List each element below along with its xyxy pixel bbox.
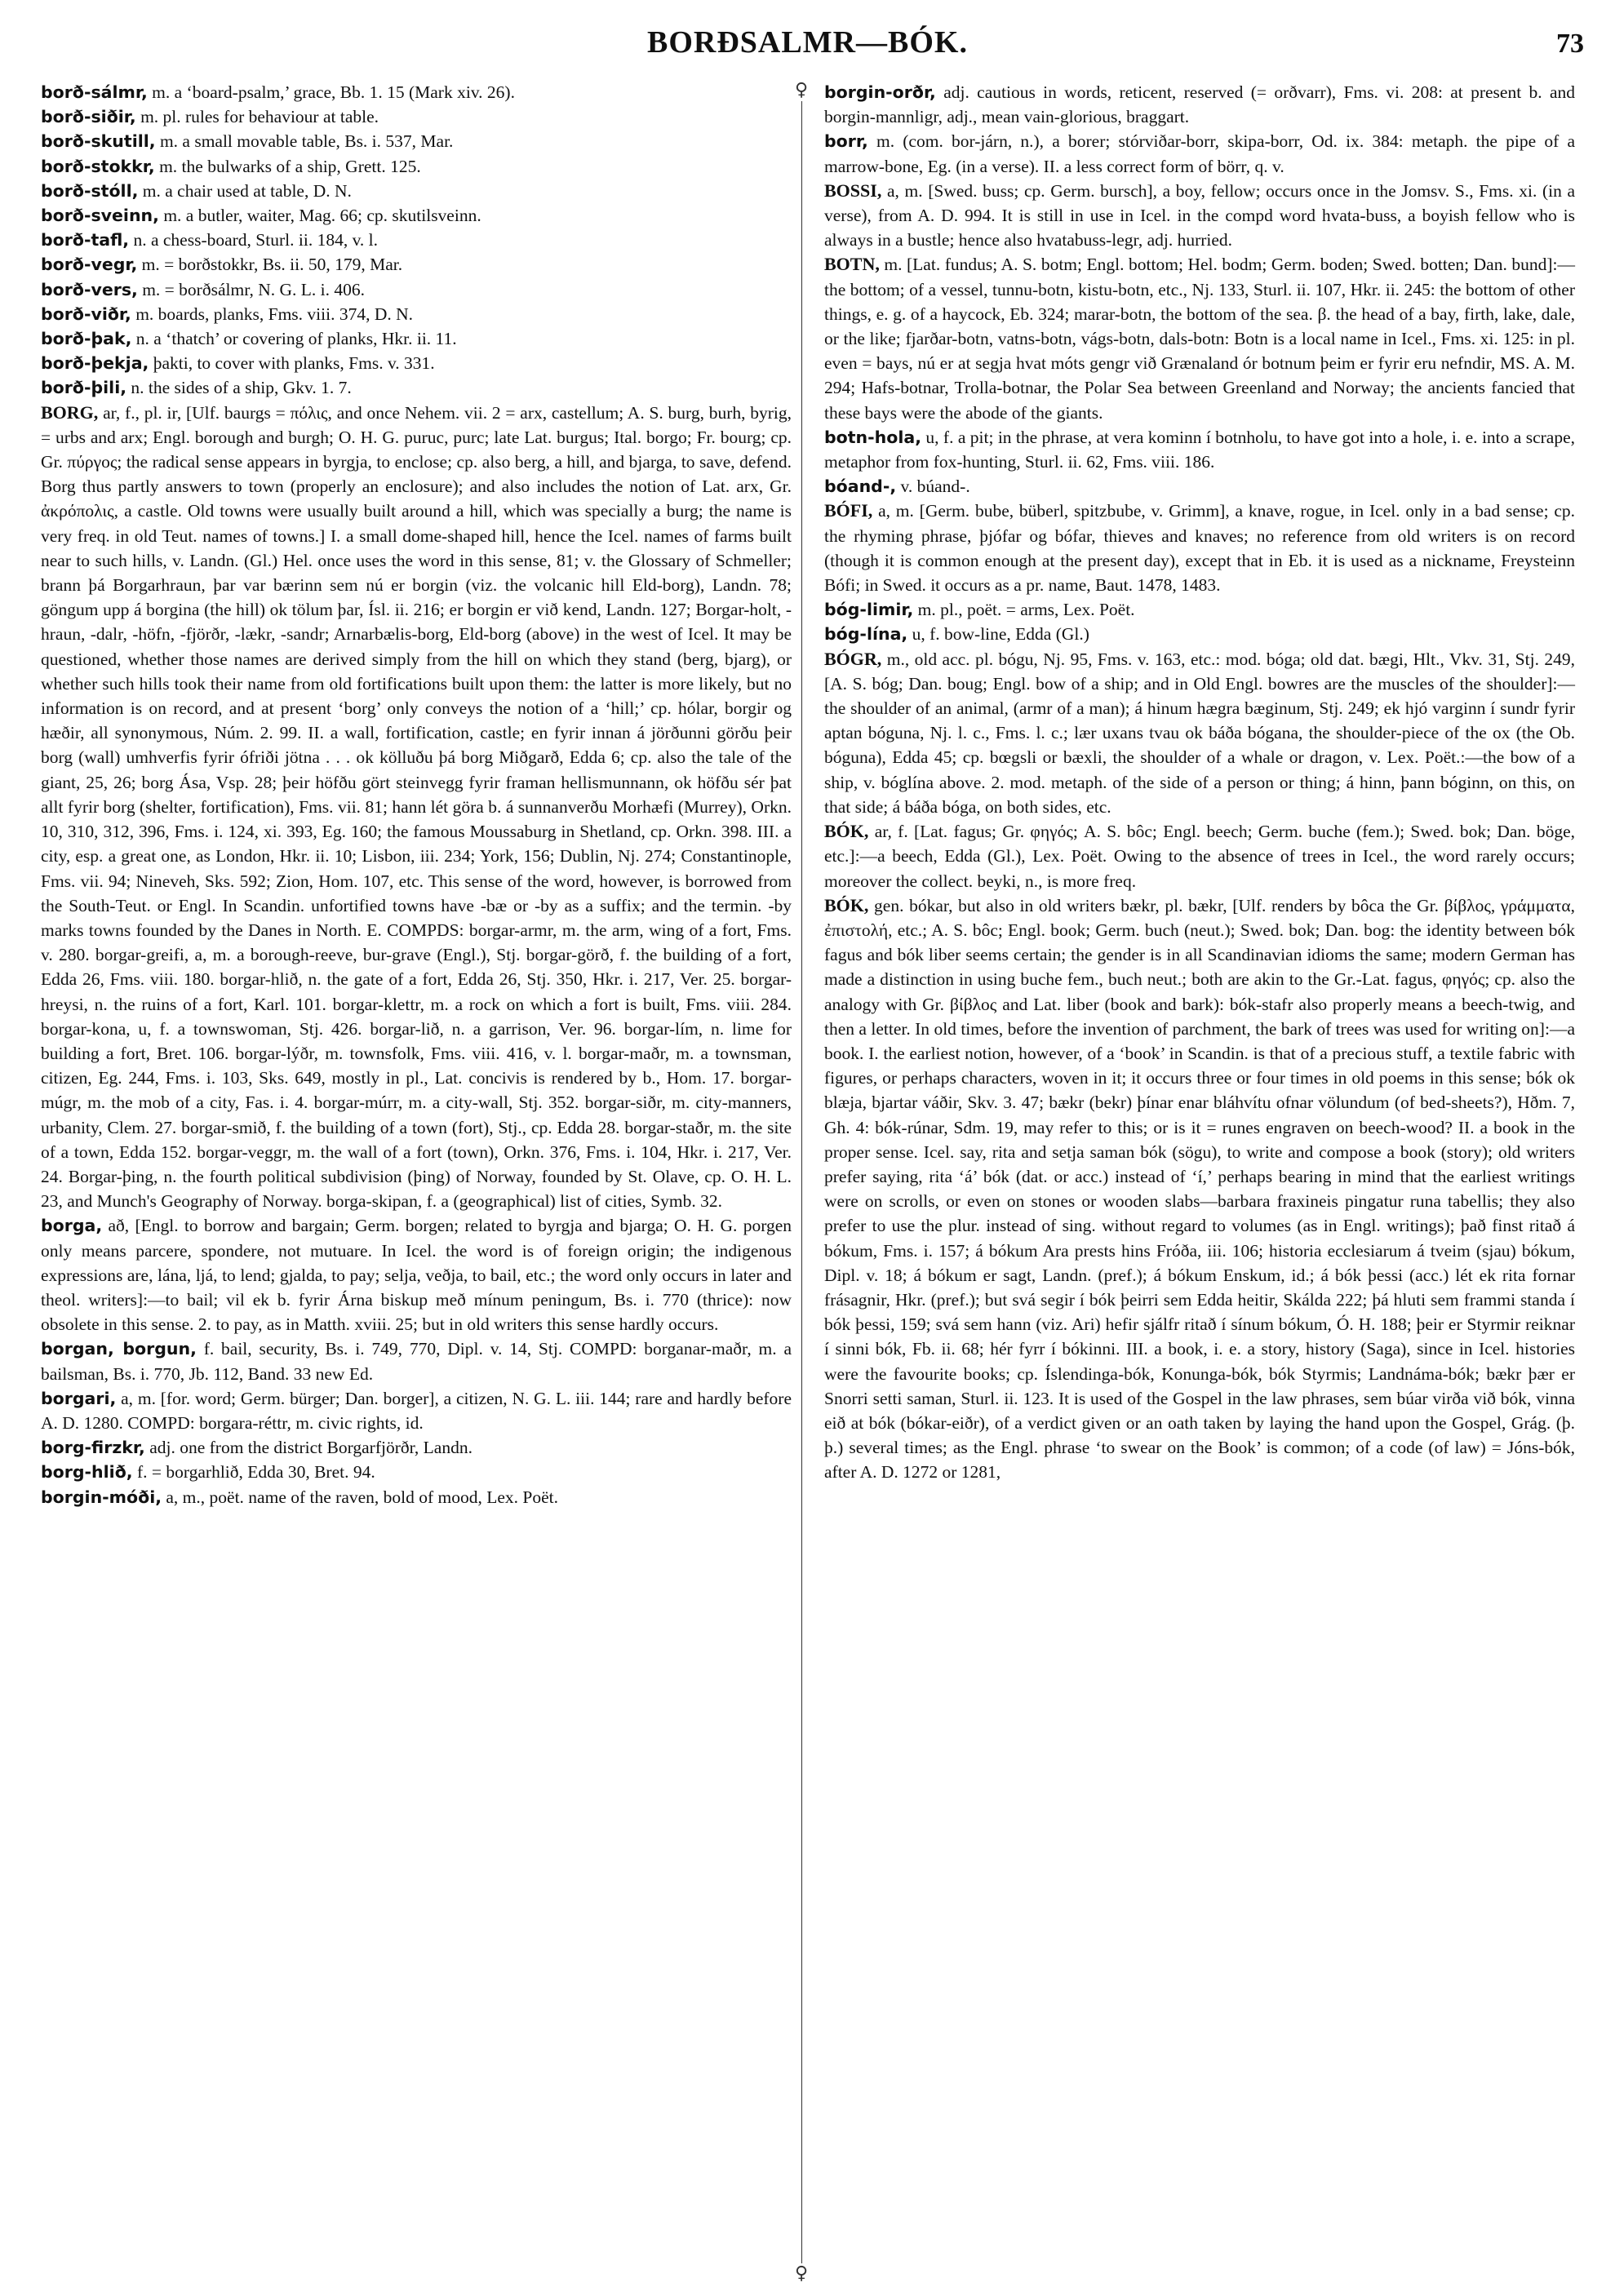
entry-text: u, f. bow-line, Edda (Gl.) [912, 624, 1089, 645]
entry [824, 819, 1575, 893]
entry [41, 1386, 792, 1435]
entry-text: a, m. [for. word; Germ. bürger; Dan. borger], a citizen, N. G. L. iii. 144; rare and hardly before A. D. 1280. COMPD: borgara-réttr, m. civic rights, id. [41, 1388, 792, 1433]
entry-headword: BOSSI, [824, 180, 882, 201]
entry-headword: BÓK, [824, 894, 869, 915]
right-column [824, 80, 1575, 1485]
entry [824, 129, 1575, 178]
entry-text: m., old acc. pl. bógu, Nj. 95, Fms. v. 163, etc.: mod. bóga; old dat. bægi, Hlt., Vkv. 31, Stj. 249, [A. S. bóg; Dan. boug; Engl. bow of a ship; and in Old Engl. bowres are the muscles of the shoulder]:—the shoulder of an animal, (armr of a man); á hinum hægra bæginum, Stj. 249; ek hjó varginn í sundr fyrir aptan bóguna, Nj. l. c., Fms. l. c.; lær uxans tvau ok báða bógana, the shoulder-piece of the ox (the Ob. bóguna), Edda 45; cp. bœgsli or bæxli, the shoulder of a whale or dragon, v. Lex. Poët.:—the bow of a ship, v. bóglína above. 2. mod. metaph. of the side of a person or thing; á hinn, þann bóginn, on this, on that side; á báða bóga, on both sides, etc. [824, 649, 1575, 817]
entry-headword: borð-stóll, [41, 180, 139, 201]
divider-ornament-bottom: ♀ [791, 2263, 812, 2285]
entry [41, 1336, 792, 1385]
entry [41, 80, 792, 104]
entry-headword: borð-þak, [41, 329, 132, 349]
entry-text: m. a butler, waiter, Mag. 66; cp. skutilsveinn. [163, 206, 481, 226]
entry [41, 1213, 792, 1336]
entry-headword: borð-sveinn, [41, 206, 159, 226]
entry-text: m. [Lat. fundus; A. S. botm; Engl. bottom; Hel. bodm; Germ. boden; Swed. botten; Dan. bund]:—the bottom; of a vessel, tunnu-botn, kistu-botn, etc., Nj. 133, Sturl. ii. 107, Hkr. ii. 245: the bottom of other things, e. g. of a haycock, Eb. 324; marar-botn, the bottom of the sea. β. the head of a bay, firth, lake, dale, or the like; fjarðar-botn, vatns-botn, vágs-botn, dals-botn: Botn is a local name in Icel., Fms. xi. 125: in pl. even = bays, nú er at segja hvat móts gengr við Grænaland ór botnum þeim er fyrir eru nefndir, MS. A. M. 294; Hafs-botnar, Trolla-botnar, the Polar Sea between Greenland and Norway; the ancients fancied that these bays were the abode of the giants. [824, 255, 1576, 423]
entry [824, 179, 1575, 253]
entry [41, 302, 792, 326]
column-divider [801, 88, 802, 2281]
entry-text: m. = borðsálmr, N. G. L. i. 406. [142, 279, 366, 299]
entry [824, 252, 1575, 424]
entry [41, 351, 792, 375]
entry-text: n. a chess-board, Sturl. ii. 184, v. l. [133, 230, 379, 250]
entry-headword: bóg-lína, [824, 624, 908, 645]
entry-text: m. the bulwarks of a ship, Grett. 125. [159, 156, 421, 176]
entry-text: þakti, to cover with planks, Fms. v. 331. [153, 353, 435, 374]
entry-headword: borr, [824, 131, 868, 152]
entry-headword: borð-stokkr, [41, 156, 155, 176]
entry-headword: BORG, [41, 401, 99, 423]
entry-headword: borð-sálmr, [41, 82, 148, 102]
entry-text: m. boards, planks, Fms. viii. 374, D. N. [135, 304, 414, 324]
entry-text: gen. bókar, but also in old writers bækr, pl. bækr, [Ulf. renders by bôca the Gr. βίβλος, γράμματα, ἐπιστολή, etc.; A. S. bôc; Engl. book; Germ. buch (neut.); Swed. bok; Dan. bog: the identity between bók fagus and bók liber seems certain; the gender is in all Scandinavian idioms the same; modern German has made a distinction in using buche fem., buch neut.; both are akin to the Gr.-Lat. fagus, φηγός; cp. also the analogy with Gr. βίβλος and Lat. liber (book and bark): bók-stafr also properly means a beech-twig, and then a letter. In old times, before the invention of parchment, the bark of trees was used for writing on]:—a book. I. the earliest notion, however, of a ‘book’ in Scandin. is that of a precious stuff, a textile fabric with figures, or perhaps characters, woven in it; it occurs three or four times in old poems in this sense; bók ok blæja, bjartar váðir, Skv. 3. 47; bækr (bekr) þínar enar bláhvítu ofnar völundum (of bed-sheets?), Hðm. 7, Gh. 4: bók-rúnar, Sdm. 19, may refer to this; or is it = runes engraven on beech-wood? II. a book in the proper sense. Icel. say, rita and setja saman bók (sögu), to write and compose a book (story); old writers prefer saying, rita ‘á’ bók (dat. or acc.) instead of ‘í,’ perhaps bearing in mind that the earliest writings were on scrolls, or even on stones or wooden slabs—barbara fraxineis pingatur runa tabellis; they also prefer to use the plur. instead of sing. without regard to volumes (as in Engl. writings); það finst ritað á bókum, Fms. i. 157; á bókum Ara prests hins Fróða, iii. 106; historia ecclesiarum á tveim (sjau) bókum, Dipl. v. 18; á bókum er sagt, Landn. (pref.); á bókum Enskum, id.; á bók þessi (acc.) lét ek rita fornar frásagnir, Hkr. (pref.); but svá segir í bók þeirri sem Edda heitir, Skálda 222; þá hluti sem frammi standa í bók þessi, 159; svá sem hann (viz. Ari) hefir sjálfr ritað í sínum bókum, Ó. H. 188; þeir er Styrmir reiknar í sinni bók, Fb. ii. 68; hér fyrr í bókinni. III. a book, i. e. a story, history (Saga), since in Icel. histories were the favourite books; cp. Íslendinga-bók, Konunga-bók, bók Styrmis; Landnáma-bók; bækr þær er Snorri setti saman, Sturl. ii. 123. It is used of the Gospel in the law phrases, sem búar virða við bók, vinna eið at bók (bókar-eiðr), of a verdict given or an oath taken by laying the hand upon the Gospel, Grág. (þ. þ.) several times; as the Engl. phrase ‘to swear on the Book’ is common; of a code (of law) = Jóns-bók, after A. D. 1272 or 1281, [824, 895, 1576, 1483]
entry [41, 1435, 792, 1460]
entry [824, 474, 1575, 499]
entry-headword: borð-vegr, [41, 255, 138, 275]
entry [41, 401, 792, 1214]
entry [41, 277, 792, 302]
entry-text: ar, f., pl. ir, [Ulf. baurgs = πόλις, and once Nehem. vii. 2 = arx, castellum; A. S. burg, burh, byrig, = urbs and arx; Engl. borough and burgh; O. H. G. puruc, purc; late Lat. burgus; Ital. borgo; Fr. bourg; cp. Gr. πύργος; the radical sense appears in byrgja, to enclose; cp. also berg, a hill, and bjarga, to save, defend. Borg thus partly answers to town (properly an enclosure); and also includes the notion of Lat. arx, Gr. ἀκρόπολις, a castle. Old towns were usually built around a hill, which was specially a burg; the name is very freq. in old Teut. names of towns.] I. a small dome-shaped hill, hence the Icel. names of farms built near to such hills, v. Landn. (Gl.) Hel. once uses the word in this sense, 81; v. the Glossary of Schmeller; brann þá Borgarhraun, þar var bærinn sem nú er borgin (viz. the volcanic hill Eld-borg), Landn. 78; göngum upp á borgina (the hill) ok tölum þar, Ísl. ii. 216; er borgin er við kend, Landn. 127; Borgar-holt, -hraun, -dalr, -höfn, -fjörðr, -lækr, -sandr; Arnarbælis-borg, Eld-borg (above) in the west of Icel. It may be questioned, whether those names are derived simply from the hill on which they stand (berg, bjarg), or whether such hills took their name from old fortifications built upon them: the latter is more likely, but no information is on record, and at present ‘borg’ only conveys the notion of a ‘hill;’ cp. hólar, borgir og hæðir, all synonymous, Núm. 2. 99. II. a wall, fortification, castle; en fyrir innan á jörðunni görðu þeir borg (wall) umhverfis fyrir ófriði jötna . . . ok kölluðu þá borg Miðgarð, Edda 6; cp. also the tale of the giant, 25, 26; borg Ása, Vsp. 28; þeir höfðu gört steinvegg fyrir framan hellismunnann, ok höfðu sér þat allt fyrir borg (shelter, fortification), Fms. vii. 81; hann lét göra b. á sunnanverðu Morhæfi (Murrey), Orkn. 10, 310, 312, 396, Fms. i. 124, xi. 393, Eg. 160; the famous Moussaburg in Shetland, cp. Orkn. 398. III. a city, esp. a great one, as London, Hkr. ii. 10; Lisbon, iii. 234; York, 156; Dublin, Nj. 274; Constantinople, Fms. vii. 94; Nineveh, Sks. 592; Zion, Hom. 107, etc. This sense of the word, however, is borrowed from the South-Teut. or Engl. In Scandin. unfortified towns have -bæ or -by as a suffix; and the termin. -by marks towns founded by the Danes in North. E. COMPDS: borgar-armr, m. the arm, wing of a fort, Fms. v. 280. borgar-greifi, a, m. a borough-reeve, bur-grave (Engl.), Stj. borgar-görð, f. the building of a fort, Edda 26, Fms. viii. 180. borgar-hlið, n. the gate of a fort, Edda 26, Stj. 350, Hkr. i. 217, Ver. 25. borgar-hreysi, n. the ruins of a fort, Karl. 101. borgar-klettr, m. a rock on which a fort is built, Fms. viii. 284. borgar-kona, u, f. a townswoman, Stj. 426. borgar-lið, n. a garrison, Ver. 96. borgar-lím, n. lime for building a fort, Bret. 106. borgar-lýðr, m. townsfolk, Fms. viii. 416, v. l. borgar-maðr, m. a townsman, citizen, Eg. 244, Fms. i. 103, Sks. 649, mostly in pl., Lat. concivis is rendered by b., Hom. 17. borgar-múgr, m. the mob of a city, Fas. i. 4. borgar-múrr, m. a city-wall, Stj. 352. borgar-siðr, m. city-manners, urbanity, Clem. 27. borgar-smið, f. the building of a town (fort), Stj., cp. Edda 28. borgar-staðr, m. the site of a town, Edda 152. borgar-veggr, m. the wall of a fort (town), Orkn. 376, Fms. i. 104, Hkr. i. 217, Ver. 24. Borgar-þing, n. the fourth political subdivision (þing) of Norway, founded by St. Olave, cp. O. H. L. 23, and Munch's Geography of Norway. borga-skipan, f. a (geographical) list of cities, Symb. 32. [41, 402, 792, 1212]
entry-headword: borð-skutill, [41, 131, 156, 152]
entry [41, 203, 792, 228]
entry-headword: borgan, borgun, [41, 1339, 197, 1359]
entry [41, 1485, 792, 1509]
entry-headword: BÓK, [824, 821, 869, 842]
entry-text: ar, f. [Lat. fagus; Gr. φηγός; A. S. bôc; Engl. beech; Germ. buche (fem.); Swed. bok; Dan. böge, etc.]:—a beech, Edda (Gl.), Lex. Poët. Owing to the absence of trees in Icel., the word rarely occurs; moreover the collect. beyki, n., is more freq. [824, 822, 1575, 891]
entry-headword: borga, [41, 1216, 103, 1236]
entry-headword: BÓFI, [824, 500, 873, 521]
entry [824, 80, 1575, 129]
entry-headword: BÓGR, [824, 648, 882, 669]
entry-text: m. a small movable table, Bs. i. 537, Mar. [159, 131, 454, 152]
entry-headword: borg-firzkr, [41, 1438, 145, 1458]
entry-text: adj. one from the district Borgarfjörðr, Landn. [149, 1438, 473, 1458]
entry [824, 425, 1575, 474]
entry-headword: botn-hola, [824, 427, 921, 447]
entry-headword: borð-þekja, [41, 353, 149, 374]
entry-text: m. a chair used at table, D. N. [142, 180, 352, 201]
entry [41, 104, 792, 129]
entry-text: m. a ‘board-psalm,’ grace, Bb. 1. 15 (Mark xiv. 26). [152, 82, 515, 102]
entry [41, 154, 792, 179]
entry-text: að, [Engl. to borrow and bargain; Germ. borgen; related to byrgja and bjarga; O. H. G. porgen only means parcere, spondere, not mutuare. In Icel. the word is of foreign origin; the indigenous expressions are, lána, ljá, to lend; gjalda, to pay; selja, veðja, to bail, etc.; the word only occurs in later and theol. writers]:—to bail; vil ek b. fyrir Árna biskup með mínum peningum, Bs. i. 770 (thrice): now obsolete in this sense. 2. to pay, as in Matth. xviii. 25; but in old writers this sense hardly occurs. [41, 1216, 792, 1335]
entry-text: f. bail, security, Bs. i. 749, 770, Dipl. v. 14, Stj. COMPD: borganar-maðr, m. a bailsman, Bs. i. 770, Jb. 112, Band. 33 new Ed. [41, 1339, 792, 1384]
entry [824, 622, 1575, 646]
entry-headword: borð-viðr, [41, 304, 131, 324]
entry [41, 1460, 792, 1484]
entry-headword: bóand-, [824, 476, 897, 497]
entry-text: a, m. [Germ. bube, büberl, spitzbube, v. Grimm], a knave, rogue, in Icel. only in a bad sense; cp. the rhyming phrase, þjófar og bófar, thieves and knaves; no reference from old writers is on record (though it is common enough at the present day), except that in Eb. it is used as a nickname, Freysteinn Bófi; in Swed. it occurs as a pr. name, Baut. 1478, 1483. [824, 501, 1576, 596]
entry-text: m. pl., poët. = arms, Lex. Poët. [917, 600, 1135, 620]
entry-text: m. (com. bor-járn, n.), a borer; stórviðar-borr, skipa-borr, Od. ix. 384: metaph. the pipe of a marrow-bone, Eg. (in a verse). II. a less correct form of börr, q. v. [824, 131, 1576, 176]
entry [41, 228, 792, 252]
entry-text: n. the sides of a ship, Gkv. 1. 7. [131, 378, 352, 398]
entry-headword: borð-vers, [41, 279, 138, 299]
entry-text: u, f. a pit; in the phrase, at vera kominn í botnholu, to have got into a hole, i. e. into a scrape, metaphor from fox-hunting, Sturl. ii. 62, Fms. viii. 186. [824, 427, 1575, 472]
entry-headword: borgari, [41, 1388, 117, 1408]
entry [824, 647, 1575, 819]
entry [41, 179, 792, 203]
entry [41, 129, 792, 153]
entry [824, 893, 1575, 1485]
entry-text: f. = borgarhlið, Edda 30, Bret. 94. [136, 1462, 375, 1483]
entry-headword: borð-siðir, [41, 107, 136, 127]
page-number: 73 [1556, 29, 1584, 59]
entry [824, 499, 1575, 597]
entry-text: v. búand-. [900, 476, 970, 497]
entry-headword: bóg-limir, [824, 600, 914, 620]
entry [824, 597, 1575, 622]
entry-text: a, m. [Swed. buss; cp. Germ. bursch], a boy, fellow; occurs once in the Jomsv. S., Fms. xi. (in a verse), from A. D. 994. It is still in use in Icel. in the compd word hvata-buss, a boyish fellow who is always in a bustle; hence also hvatabuss-legr, adj. hurried. [824, 180, 1575, 250]
entry-text: a, m., poët. name of the raven, bold of mood, Lex. Poët. [166, 1487, 559, 1507]
entry [41, 375, 792, 400]
entry-text: adj. cautious in words, reticent, reserved (= orðvarr), Fms. vi. 208: at present b. and borgin-mannligr, adj., mean vain-glorious, braggart. [824, 82, 1576, 127]
divider-ornament-top: ♀ [791, 80, 812, 101]
entry-headword: BOTN, [824, 254, 880, 275]
left-column [41, 80, 792, 1509]
entry-headword: borg-hlið, [41, 1462, 133, 1483]
entry-headword: borð-þili, [41, 378, 127, 398]
running-head: BORÐSALMR—BÓK. [647, 25, 968, 60]
entry [41, 252, 792, 277]
entry-text: m. = borðstokkr, Bs. ii. 50, 179, Mar. [141, 255, 403, 275]
entry [41, 326, 792, 351]
entry-text: n. a ‘thatch’ or covering of planks, Hkr. ii. 11. [135, 329, 457, 349]
entry-headword: borð-tafl, [41, 230, 130, 250]
entry-headword: borgin-móði, [41, 1487, 162, 1507]
entry-headword: borgin-orðr, [824, 82, 936, 102]
entry-text: m. pl. rules for behaviour at table. [140, 107, 379, 127]
